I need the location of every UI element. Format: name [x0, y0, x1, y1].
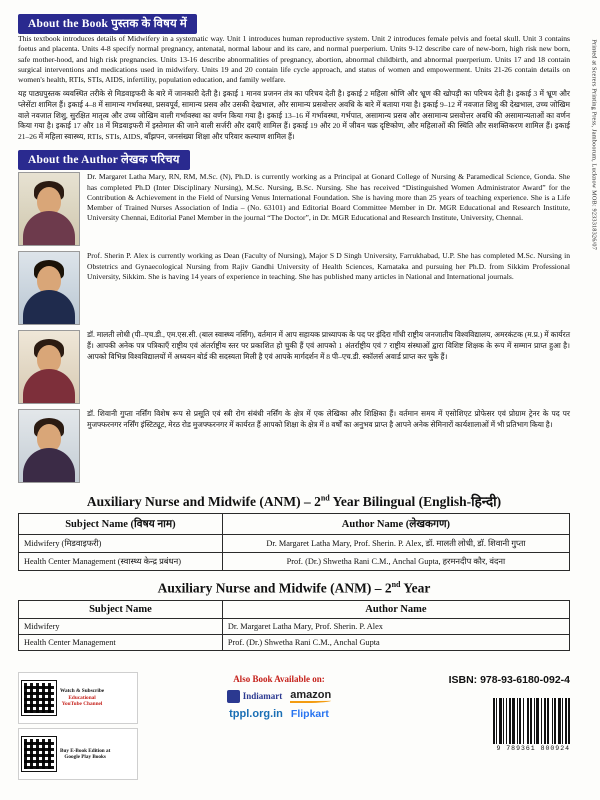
author-bio-text: डॉ. मालती लोधी (पी–एच.डी., एम.एस.सी. (बाल स्वास्थ्य नर्सिंग), वर्तमान में आप सहायक प्राध्यापक के पद पर इंदिरा गाँधी राष्ट्रीय जनजातीय विश्वविद्यालय, अमरकंटक (म.प्र.) में कार्यरत हैं। आपकी अनेक पत्र पत्रिकाएँ राष्ट्रीय एवं अंतर्राष्ट्रीय स्तर पर प्रकाशित हो चुकी हैं एवं आपको 1 अंतर्राष्ट्रीय एवं 7 राष्ट्रीय संस्थाओं द्वारा विशिष्ट शिक्षक के रूप में सम्मान प्राप्त हुआ है। आपको विभिन्न विश्वविद्यालयों में अध्ययन बोर्ड की सदस्यता मिली है एवं आपके मार्गदर्शन में 8 पी–एच.डी. स्कॉलर्स अवार्ड प्राप्त कर चुके हैं।	[87, 330, 570, 361]
title-sup: nd	[320, 493, 330, 503]
youtube-caption	[60, 688, 104, 708]
title-pre: Auxiliary Nurse and Midwife (ANM) – 2	[86, 494, 321, 510]
stores-column	[138, 670, 420, 786]
store-label	[290, 689, 331, 703]
googleplay-caption	[60, 748, 110, 760]
title-pre: Auxiliary Nurse and Midwife (ANM) – 2	[157, 580, 392, 596]
barcode	[420, 692, 570, 744]
author-bio	[87, 172, 570, 223]
column-header-subject: Subject Name (विषय नाम)	[19, 514, 223, 535]
amazon-wordmark: amazon	[290, 689, 332, 701]
isbn-text: ISBN: 978-93-6180-092-4	[448, 674, 570, 686]
author-photo-malati-lodhi	[18, 330, 80, 404]
cell-author: Dr. Margaret Latha Mary, Prof. Sherin. P. Alex, डॉ. मालती लोधी, डॉ. शिवानी गुप्ता	[222, 535, 569, 553]
qr-code-icon[interactable]	[22, 681, 56, 715]
also-available-label: Also Book Available on:	[233, 674, 325, 684]
printer-side-text: Printed at Scerers Printing Press, Jamboorum, Lucknow MOB: 9233318326/07	[591, 39, 598, 250]
table-row	[19, 618, 570, 634]
about-author-heading-row	[18, 150, 570, 167]
store-indiamart[interactable]	[227, 690, 283, 703]
isbn-column	[420, 670, 570, 786]
cell-subject: Midwifery	[19, 618, 223, 634]
column-header-author: Author Name	[222, 600, 569, 618]
cell-author: Prof. (Dr.) Shwetha Rani C.M., Anchal Gupta, हरमनदीप कौर, वंदना	[222, 553, 569, 571]
barcode-number: 9 789361 800924	[496, 745, 570, 752]
author-bio-text: Prof. Sherin P. Alex is currently working as Dean (Faculty of Nursing), Major S D Singh University, Farrukhabad, U.P. She has completed M.Sc. Nursing in Obstetrics and Gynaecological Nursing from Rajiv Gandhi University of Health Sciences, Karnataka and pursuing her Ph.D. from Sikkim Professional University, Sikkim. She is having 14 years of experience in teaching. She has published many articles in National and International journals.	[87, 251, 570, 281]
caption-line: Educational	[68, 694, 96, 701]
store-label: Flipkart	[290, 708, 329, 720]
cell-subject: Health Center Management (स्वास्थ्य केन्द्र प्रबंधन)	[19, 553, 223, 571]
table-row	[19, 634, 570, 650]
store-amazon[interactable]	[290, 689, 331, 703]
cell-subject: Midwifery (मिडवाइफरी)	[19, 535, 223, 553]
about-book-heading: About the Book पुस्तक के विषय में	[18, 14, 197, 34]
about-book-english: This textbook introduces details of Midwifery in a systematic way. Unit 1 introduces human reproductive system. Unit 2 introduces female pelvis and foetal skull. Unit 3 contains foetus and placenta. Units 4-8 specify normal pregnancy, antenatal, normal labour and its care, and normal puerperium. Units 9-12 describe care of new-born, high risk new born, safe mother-hood, and high risk pregnancies. Units 13-16 describe abnormalities of pregnancy, abortion, abnormal childbirth, and abnormal puerperium. Units 17 and 18 contain surgical interventions and medications used in midwifery. Units 19 and 20 contain life cycle approach, and status of women and empowerment. Units 21-26 contain details on women's health, RTIs, STIs, AIDS, infertility, population education, and family welfare.	[18, 34, 570, 84]
about-author-heading: About the Author लेखक परिचय	[18, 150, 190, 170]
title-sup: nd	[391, 580, 401, 590]
googleplay-qr-block[interactable]	[18, 728, 138, 780]
author-block	[18, 172, 570, 246]
caption-line: YouTube Channel	[61, 701, 103, 708]
store-label: tppl.org.in	[229, 708, 283, 720]
author-photo-sherin-p-alex	[18, 251, 80, 325]
about-book-hindi: यह पाठ्यपुस्तक व्यवस्थित तरीके से मिडवाइफरी के बारे में जानकारी देती है। इकाई 1 मानव प्रजनन तंत्र का परिचय देती है। इकाई 2 महिला श्रोणि और भ्रूण की खोपड़ी का परिचय देती है। इकाई 3 में भ्रूण और प्लेसेंटा शामिल हैं। इकाई 4–8 में सामान्य गर्भावस्था, प्रसवपूर्व, सामान्य प्रसव और उसकी देखभाल, और सामान्य प्रसवोत्तर अवधि के बारे में बताया गया है। इकाई 9–12 में नवजात शिशु की देखभाल, उच्च जोखिम वाले नवजात शिशु, सुरक्षित मातृत्व और उच्च जोखिम वाली गर्भावस्था का वर्णन किया गया है। इकाई 13–16 में गर्भावस्था, गर्भपात, असामान्य प्रसव और असामान्य प्रसवोत्तर अवधि की असामान्यताओं का वर्णन किया गया है। इकाई 17 और 18 में मिडवाइफरी में इस्तेमाल की जाने वाली सर्जरी और दवाएँ शामिल हैं। इकाई 19 और 20 में जीवन चक्र दृष्टिकोण, और महिलाओं की स्थिति और सशक्तिकरण शामिल हैं। इकाई 21–26 में महिला स्वास्थ्य, RTIs, STIs, AIDS, बाँझपन, जनसंख्या शिक्षा और परिवार कल्याण शामिल हैं।	[18, 89, 570, 141]
caption-line: Watch & Subscribe	[60, 688, 105, 695]
caption-line: Google Play Books	[64, 754, 106, 760]
title-post: Year	[400, 580, 431, 596]
author-bio	[87, 251, 570, 282]
column-header-subject: Subject Name	[19, 600, 223, 618]
cell-author: Prof. (Dr.) Shwetha Rani C.M., Anchal Gupta	[222, 634, 569, 650]
about-book-heading-row	[18, 14, 570, 31]
author-bio	[87, 409, 570, 430]
table-row	[19, 535, 570, 553]
youtube-qr-block[interactable]	[18, 672, 138, 724]
author-bio-text: डॉ. शिवानी गुप्ता नर्सिंग विशेष रूप से प्रसूति एवं स्त्री रोग संबंधी नर्सिंग के क्षेत्र में एक लेखिका और शिक्षिका हैं। वर्तमान समय में एसोशिएट प्रोफेसर एवं प्रोग्राम ट्रेनर के पद पर मुजफ्फरनगर नर्सिंग इंस्टिट्यूट, मेरठ रोड मुजफ्फरनगर में कार्यरत हैं आपको शिक्षा के क्षेत्र में 8 वर्षों का अनुभव प्राप्त है आपने अनेक सेमिनारों कार्यशालाओं में भी प्रतिभाग किया है।	[87, 409, 570, 430]
table-header-row	[19, 600, 570, 618]
english-table-title	[18, 580, 570, 597]
store-tppl[interactable]	[229, 708, 283, 720]
table-header-row	[19, 514, 570, 535]
author-bio-text: Dr. Margaret Latha Mary, RN, RM, M.Sc. (N), Ph.D. is currently working as a Principal at Gonard College of Nursing & Paramedical Science, Gonda. She has completed Ph.D (Inter Disciplinary Nursing), M.Sc. Nursing, B.Sc. Nursing. She has received “Distinguished Women Administrator Award” for the Contribution & Achievement in the Field of Nursing Venus International Foundation. She is having more than 25 years of teaching experience. She is a Life Member of Trained Nurses Association of India – (No. 63101) and Editorial Board Committee Member in Dr. MGR Educational and Research Institute, University Chennai, Editorial Panel Member in the journal “The Doctor”, in Dr. MGR Educational and Research Institute, University, Chennai.	[87, 172, 570, 223]
author-photo-margaret-latha-mary	[18, 172, 80, 246]
store-label: Indiamart	[242, 691, 283, 701]
indiamart-logo-icon	[227, 690, 240, 703]
table-row	[19, 553, 570, 571]
footer-area	[18, 670, 570, 786]
bilingual-table-title	[18, 492, 570, 510]
page-inner	[18, 14, 570, 786]
english-subject-table	[18, 600, 570, 651]
author-block	[18, 409, 570, 483]
author-bio	[87, 330, 570, 362]
column-header-author: Author Name (लेखकगण)	[222, 514, 569, 535]
cell-subject: Health Center Management	[19, 634, 223, 650]
author-photo-shivani-gupta	[18, 409, 80, 483]
store-flipkart[interactable]	[291, 708, 329, 720]
author-block	[18, 330, 570, 404]
author-block	[18, 251, 570, 325]
qr-code-icon[interactable]	[22, 737, 56, 771]
qr-column	[18, 670, 138, 786]
title-post: Year Bilingual (English-हिन्दी)	[329, 494, 502, 510]
caption-line: Buy E-Book Edition at	[60, 747, 111, 754]
cell-author: Dr. Margaret Latha Mary, Prof. Sherin. P. Alex	[222, 618, 569, 634]
store-row-bottom	[144, 708, 414, 720]
bilingual-subject-table	[18, 513, 570, 571]
store-row-top	[144, 689, 414, 703]
